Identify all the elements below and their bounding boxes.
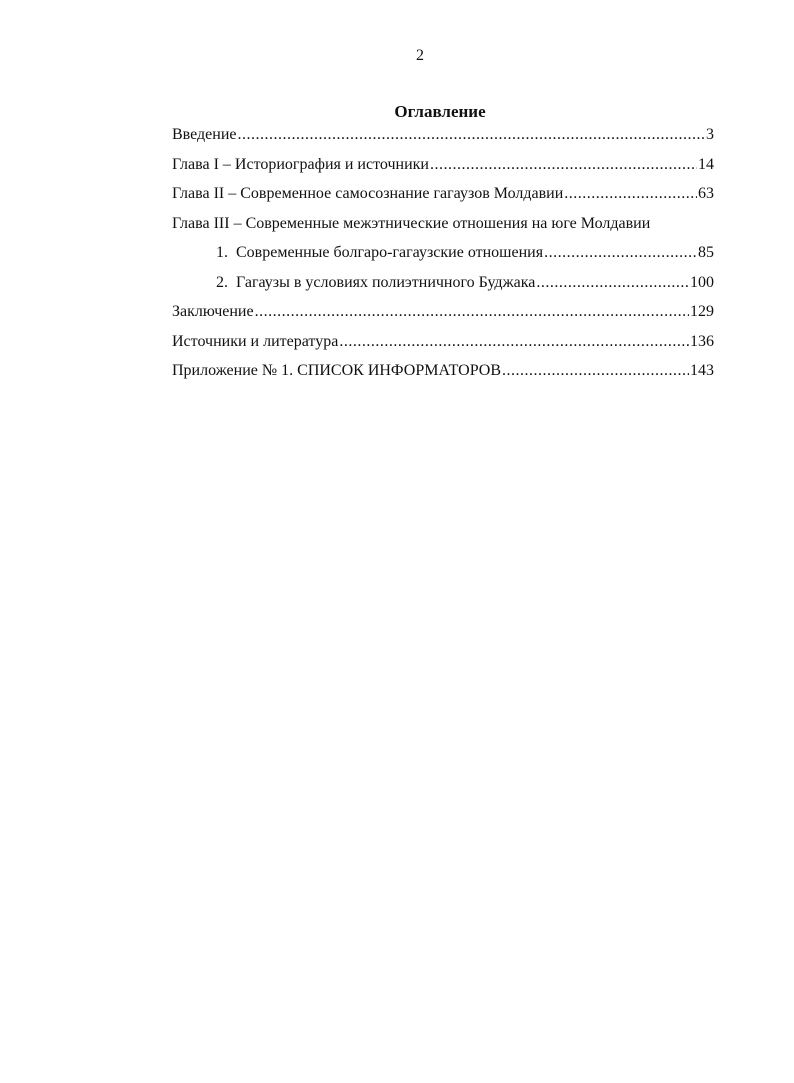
table-of-contents xyxy=(172,126,714,392)
toc-leader-dots xyxy=(430,156,697,174)
toc-entry-page: 85 xyxy=(698,244,714,261)
toc-entry-page: 143 xyxy=(690,362,714,379)
toc-entry-label: Глава III – Современные межэтнические отношения на юге Молдавии xyxy=(172,214,651,232)
toc-leader-dots xyxy=(564,185,697,203)
toc-entry-page: 129 xyxy=(690,303,714,320)
toc-entry-label: Глава I – Историография и источники xyxy=(172,155,429,173)
toc-entry-chapter-2[interactable] xyxy=(172,185,714,215)
toc-leader-dots xyxy=(544,244,697,262)
toc-entry-label: Введение xyxy=(172,126,237,143)
toc-entry-label: Источники и литература xyxy=(172,332,339,350)
toc-entry-chapter-1[interactable] xyxy=(172,156,714,186)
toc-entry-sources[interactable] xyxy=(172,333,714,363)
toc-entry-page: 136 xyxy=(690,332,714,350)
toc-entry-section-3-1[interactable] xyxy=(172,244,714,274)
toc-entry-label: Заключение xyxy=(172,303,254,320)
toc-entry-label: Приложение № 1. СПИСОК ИНФОРМАТОРОВ xyxy=(172,362,502,379)
toc-entry-page: 3 xyxy=(706,126,714,143)
toc-leader-dots xyxy=(255,303,689,321)
toc-entry-number: 1. xyxy=(216,244,228,261)
toc-title: Оглавление xyxy=(394,102,486,121)
toc-leader-dots xyxy=(536,274,689,292)
page-number: 2 xyxy=(416,47,424,64)
toc-leader-dots xyxy=(502,362,689,380)
toc-entry-appendix-1[interactable] xyxy=(172,362,714,392)
toc-entry-page: 63 xyxy=(698,185,714,202)
toc-leader-dots xyxy=(238,126,706,144)
toc-leader-dots xyxy=(339,333,689,351)
toc-entry-label: Современные болгаро-гагаузские отношения xyxy=(236,244,544,261)
toc-entry-introduction[interactable] xyxy=(172,126,714,156)
toc-entry-number: 2. xyxy=(216,273,228,291)
toc-entry-chapter-3[interactable] xyxy=(172,215,714,245)
toc-entry-label: Гагаузы в условиях полиэтничного Буджака xyxy=(236,273,536,291)
toc-entry-conclusion[interactable] xyxy=(172,303,714,333)
toc-entry-page: 14 xyxy=(698,155,714,173)
toc-entry-section-3-2[interactable] xyxy=(172,274,714,304)
toc-entry-label: Глава II – Современное самосознание гагаузов Молдавии xyxy=(172,185,564,202)
toc-entry-page: 100 xyxy=(690,273,714,291)
